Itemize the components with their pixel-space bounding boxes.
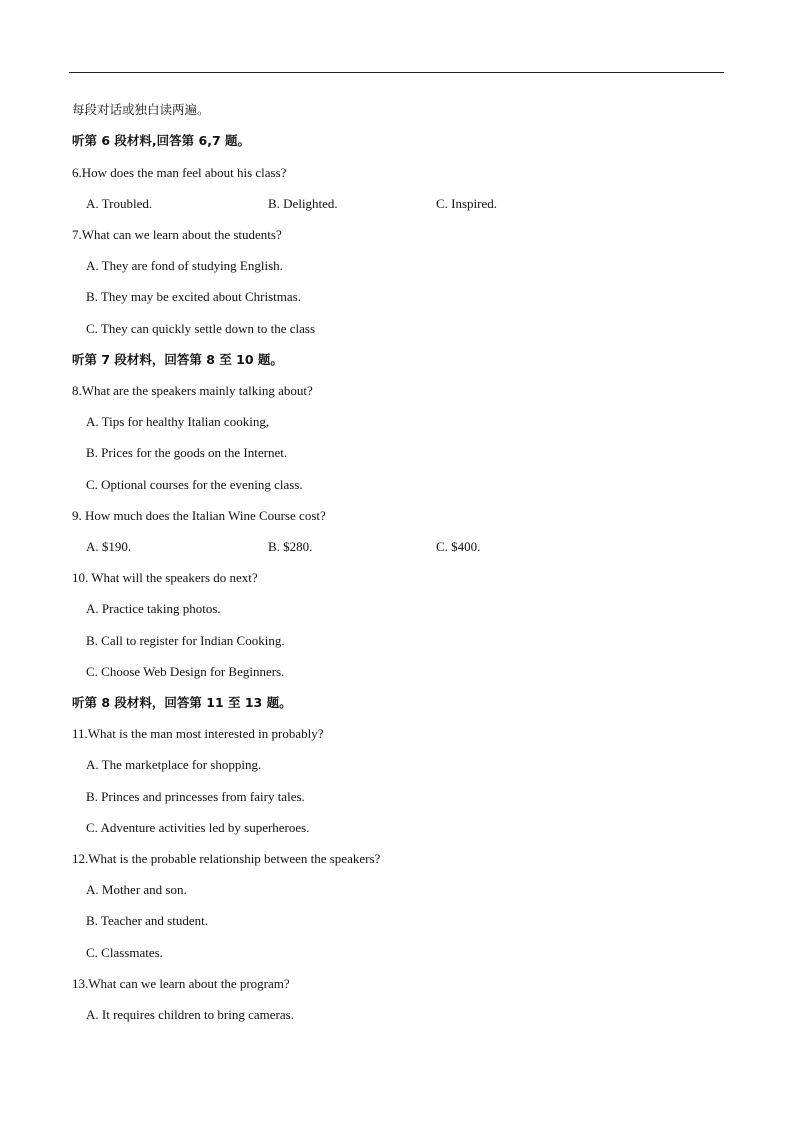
question-8-stem: 8.What are the speakers mainly talking about?	[72, 383, 313, 398]
question-8-option-b: B. Prices for the goods on the Internet.	[86, 445, 288, 460]
question-7-option-b: B. They may be excited about Christmas.	[86, 289, 301, 304]
question-6-option-b: B. Delighted.	[268, 196, 338, 211]
question-6-option-c: C. Inspired.	[436, 196, 498, 211]
question-9-stem: 9. How much does the Italian Wine Course cost?	[72, 508, 326, 523]
question-12-option-c: C. Classmates.	[86, 945, 163, 960]
intro-text: 每段对话或独白读两遍。	[72, 102, 210, 117]
section-heading-7: 听第 7 段材料，回答第 8 至 10 题。	[72, 352, 283, 367]
question-11-option-a: A. The marketplace for shopping.	[86, 757, 262, 772]
question-13-stem: 13.What can we learn about the program?	[72, 976, 290, 991]
question-8-option-c: C. Optional courses for the evening class.	[86, 477, 303, 492]
section-heading-6: 听第 6 段材料,回答第 6,7 题。	[72, 133, 250, 148]
question-11-option-c: C. Adventure activities led by superheroes.	[86, 820, 310, 835]
question-10-option-a: A. Practice taking photos.	[86, 601, 221, 616]
question-9-option-b: B. $280.	[268, 539, 313, 554]
header-rule	[69, 72, 724, 73]
question-6-option-a: A. Troubled.	[86, 196, 153, 211]
question-12-option-a: A. Mother and son.	[86, 882, 187, 897]
question-11-option-b: B. Princes and princesses from fairy tales.	[86, 789, 305, 804]
question-9-option-c: C. $400.	[436, 539, 481, 554]
question-10-stem: 10. What will the speakers do next?	[72, 570, 258, 585]
question-8-option-a: A. Tips for healthy Italian cooking,	[86, 414, 270, 429]
question-11-stem: 11.What is the man most interested in probably?	[72, 726, 324, 741]
question-12-stem: 12.What is the probable relationship between the speakers?	[72, 851, 381, 866]
question-12-option-b: B. Teacher and student.	[86, 913, 208, 928]
question-7-option-c: C. They can quickly settle down to the class	[86, 321, 316, 336]
question-7-stem: 7.What can we learn about the students?	[72, 227, 282, 242]
question-6-stem: 6.How does the man feel about his class?	[72, 165, 287, 180]
question-10-option-c: C. Choose Web Design for Beginners.	[86, 664, 285, 679]
section-heading-8: 听第 8 段材料，回答第 11 至 13 题。	[72, 695, 292, 710]
question-10-option-b: B. Call to register for Indian Cooking.	[86, 633, 285, 648]
question-13-option-a: A. It requires children to bring cameras.	[86, 1007, 294, 1022]
question-9-option-a: A. $190.	[86, 539, 132, 554]
question-7-option-a: A. They are fond of studying English.	[86, 258, 283, 273]
